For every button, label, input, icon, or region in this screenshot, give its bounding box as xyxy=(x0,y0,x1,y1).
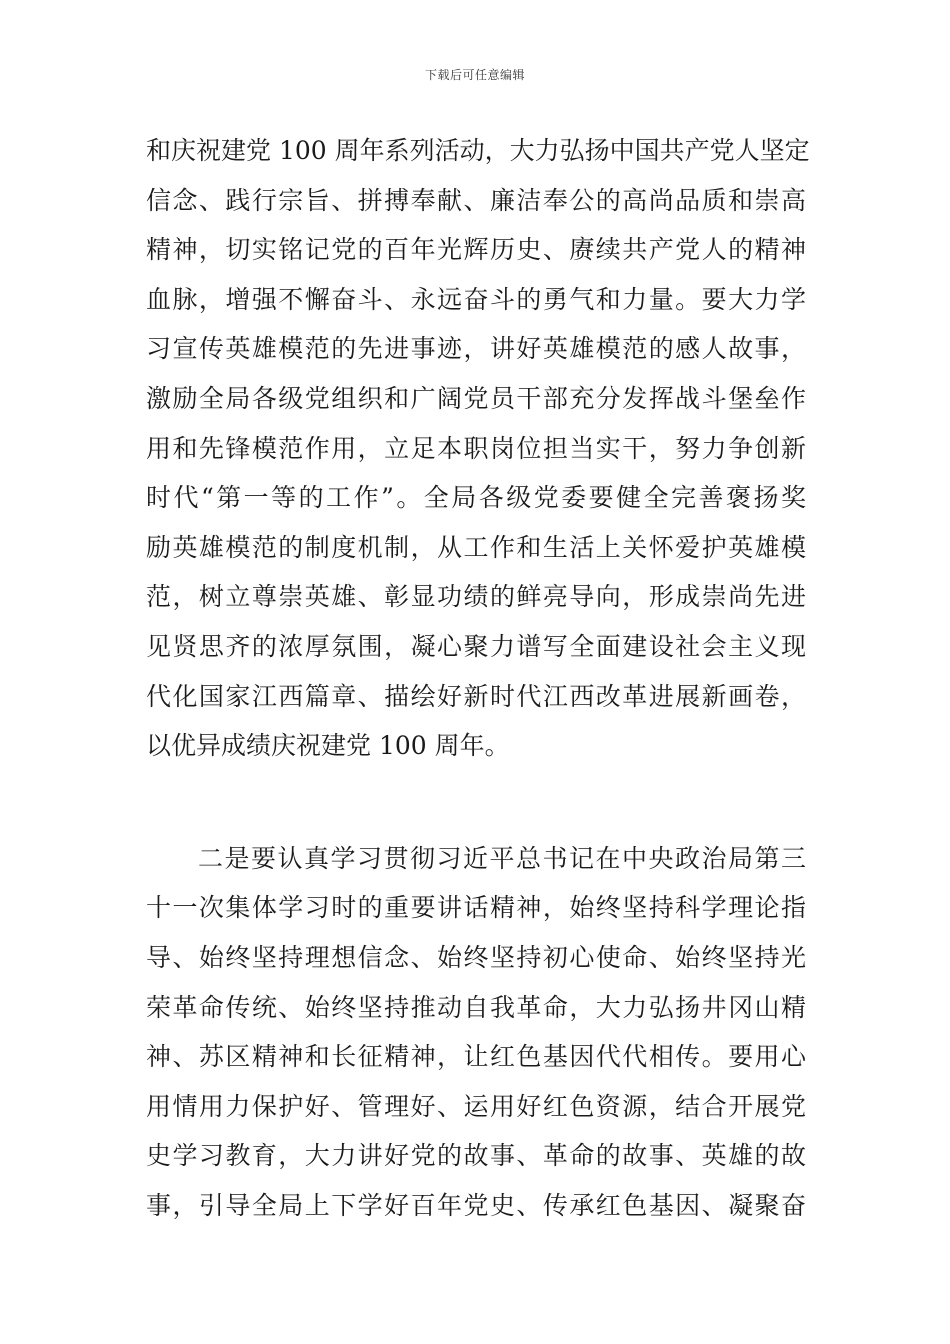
text-line: 十一次集体学习时的重要讲话精神，始终坚持科学理论指 xyxy=(146,893,806,923)
paragraph-1 xyxy=(146,126,810,771)
text-line: 见贤思齐的浓厚氛围，凝心聚力谱写全面建设社会主义现 xyxy=(146,631,806,661)
text-line: 励英雄模范的制度机制，从工作和生活上关怀爱护英雄模 xyxy=(146,532,806,562)
text-line: 以优异成绩庆祝建党 100 周年。 xyxy=(146,731,510,761)
text-line: 事，引导全局上下学好百年党史、传承红色基因、凝聚奋 xyxy=(146,1190,806,1220)
paragraph-spacer xyxy=(146,771,806,834)
text-line: 用和先锋模范作用，立足本职岗位担当实干，努力争创新 xyxy=(146,433,806,463)
text-line: 习宣传英雄模范的先进事迹，讲好英雄模范的感人故事， xyxy=(146,334,806,364)
text-line: 激励全局各级党组织和广阔党员干部充分发挥战斗堡垒作 xyxy=(146,383,806,413)
text-line: 神、苏区精神和长征精神，让红色基因代代相传。要用心 xyxy=(146,1042,806,1072)
text-line: 荣革命传统、始终坚持推动自我革命，大力弘扬井冈山精 xyxy=(146,992,806,1022)
text-line: 范，树立尊崇英雄、彰显功绩的鲜亮导向，形成崇尚先进 xyxy=(146,582,806,612)
text-line: 时代“第一等的工作”。全局各级党委要健全完善褒扬奖 xyxy=(146,483,806,513)
text-line: 史学习教育，大力讲好党的故事、革命的故事、英雄的故 xyxy=(146,1141,806,1171)
page-header: 下载后可任意编辑 xyxy=(424,68,525,82)
text-line: 精神，切实铭记党的百年光辉历史、赓续共产党人的精神 xyxy=(146,235,806,265)
text-line: 信念、践行宗旨、拼搏奉献、廉洁奉公的高尚品质和崇高 xyxy=(146,185,806,215)
text-line: 导、始终坚持理想信念、始终坚持初心使命、始终坚持光 xyxy=(146,942,806,972)
document-body xyxy=(146,126,810,1230)
text-line: 血脉，增强不懈奋斗、永远奋斗的勇气和力量。要大力学 xyxy=(146,284,806,314)
paragraph-2 xyxy=(146,834,806,1231)
text-line: 用情用力保护好、管理好、运用好红色资源，结合开展党 xyxy=(146,1091,806,1121)
text-line: 代化国家江西篇章、描绘好新时代江西改革进展新画卷， xyxy=(146,681,806,711)
text-line: 二是要认真学习贯彻习近平总书记在中央政治局第三 xyxy=(198,843,806,873)
text-line: 和庆祝建党 100 周年系列活动，大力弘扬中国共产党人坚定 xyxy=(146,136,810,165)
